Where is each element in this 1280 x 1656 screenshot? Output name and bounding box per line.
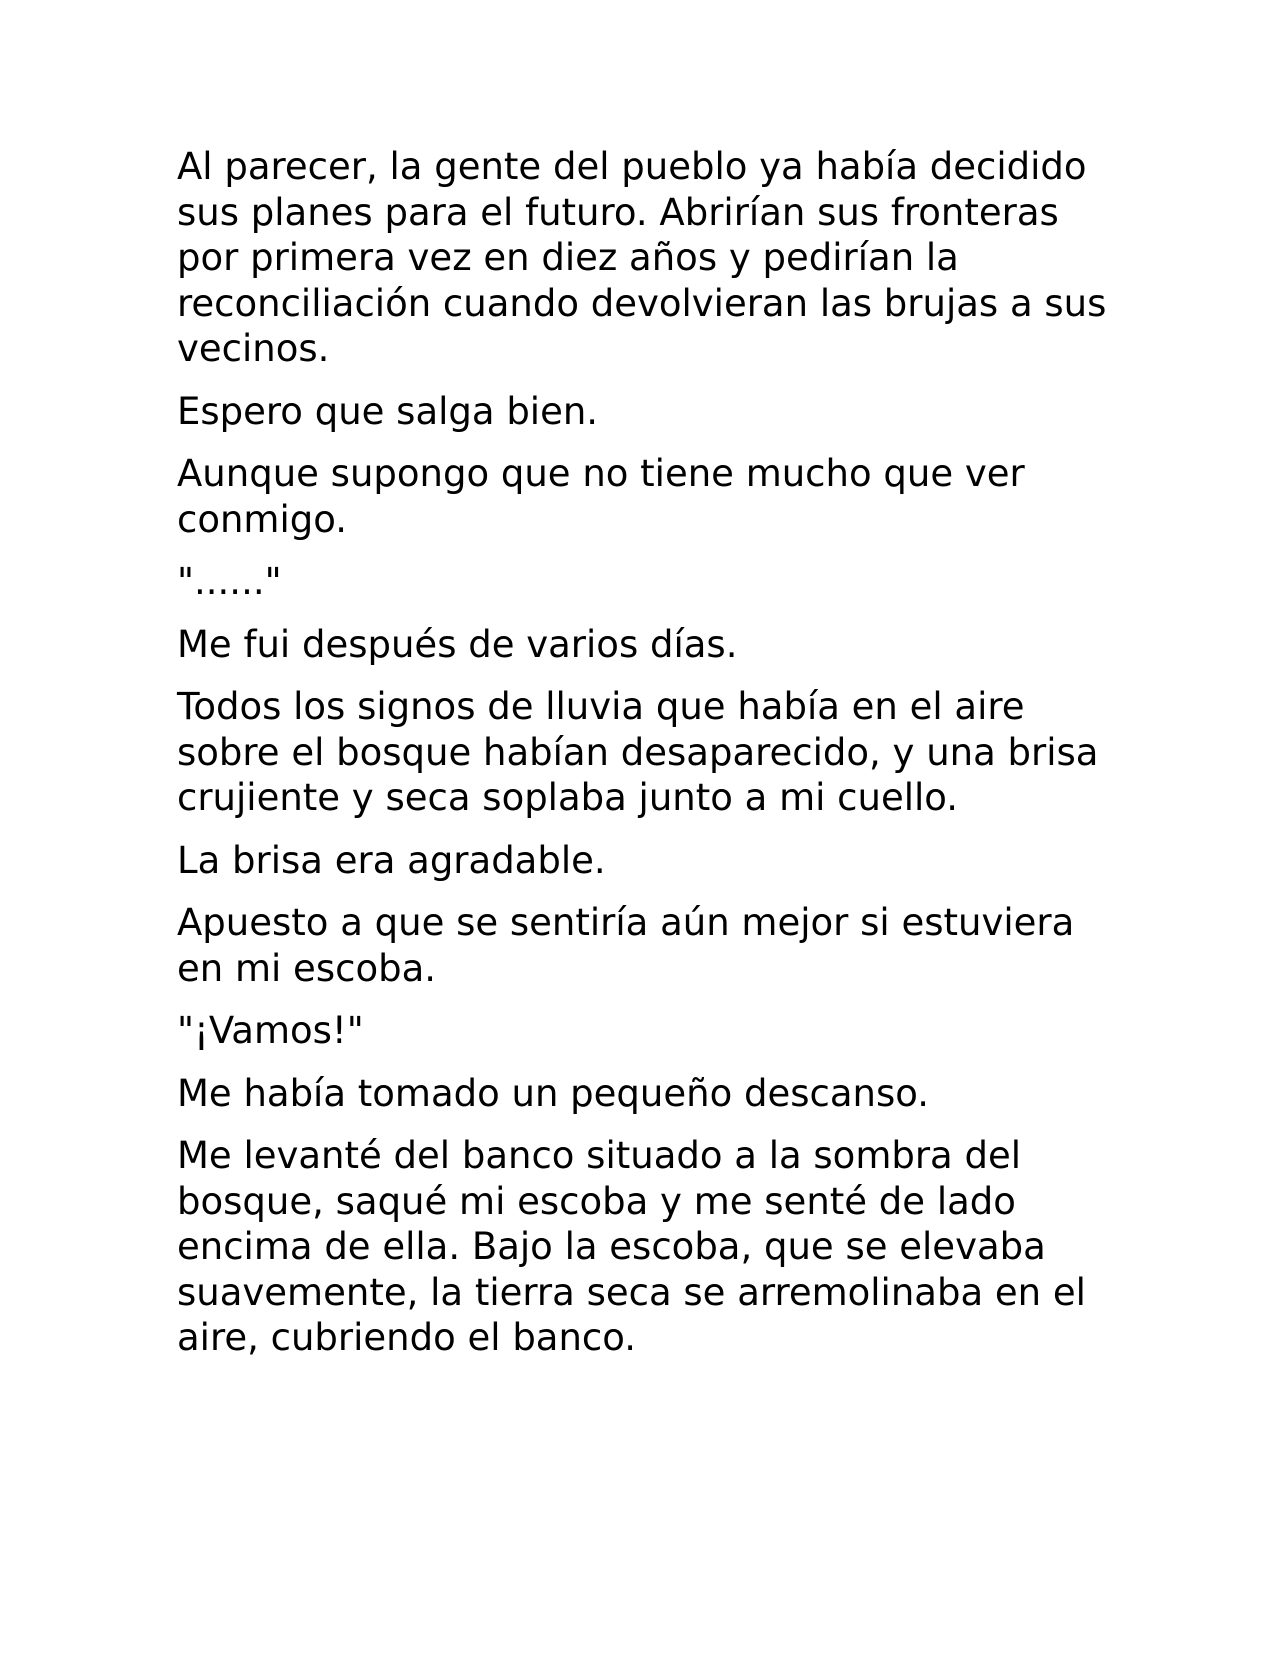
paragraph: Aunque supongo que no tiene mucho que ver conmigo. bbox=[177, 452, 1025, 541]
paragraph: Me había tomado un pequeño descanso. bbox=[177, 1071, 929, 1115]
paragraph: Me fui después de varios días. bbox=[177, 622, 738, 666]
paragraph: Al parecer, la gente del pueblo ya había decidido sus planes para el futuro. Abrirían sus fronteras por primera vez en diez años y pedirían la reconciliación cuando devolvieran las brujas a sus vecinos. bbox=[177, 145, 1107, 370]
paragraph: La brisa era agradable. bbox=[177, 838, 606, 882]
paragraph: "¡Vamos!" bbox=[177, 1009, 364, 1052]
paragraph: "......" bbox=[177, 560, 282, 603]
paragraph: Espero que salga bien. bbox=[177, 389, 599, 433]
paragraph: Todos los signos de lluvia que había en el aire sobre el bosque habían desaparecido, y una brisa crujiente y seca soplaba junto a mi cuello. bbox=[177, 685, 1099, 819]
text-body bbox=[177, 144, 1117, 1378]
paragraph: Me levanté del banco situado a la sombra del bosque, saqué mi escoba y me senté de lado encima de ella. Bajo la escoba, que se elevaba suavemente, la tierra seca se arremolinaba en el aire, cubriendo el banco. bbox=[177, 1134, 1086, 1359]
paragraph: Apuesto a que se sentiría aún mejor si estuviera en mi escoba. bbox=[177, 901, 1075, 990]
